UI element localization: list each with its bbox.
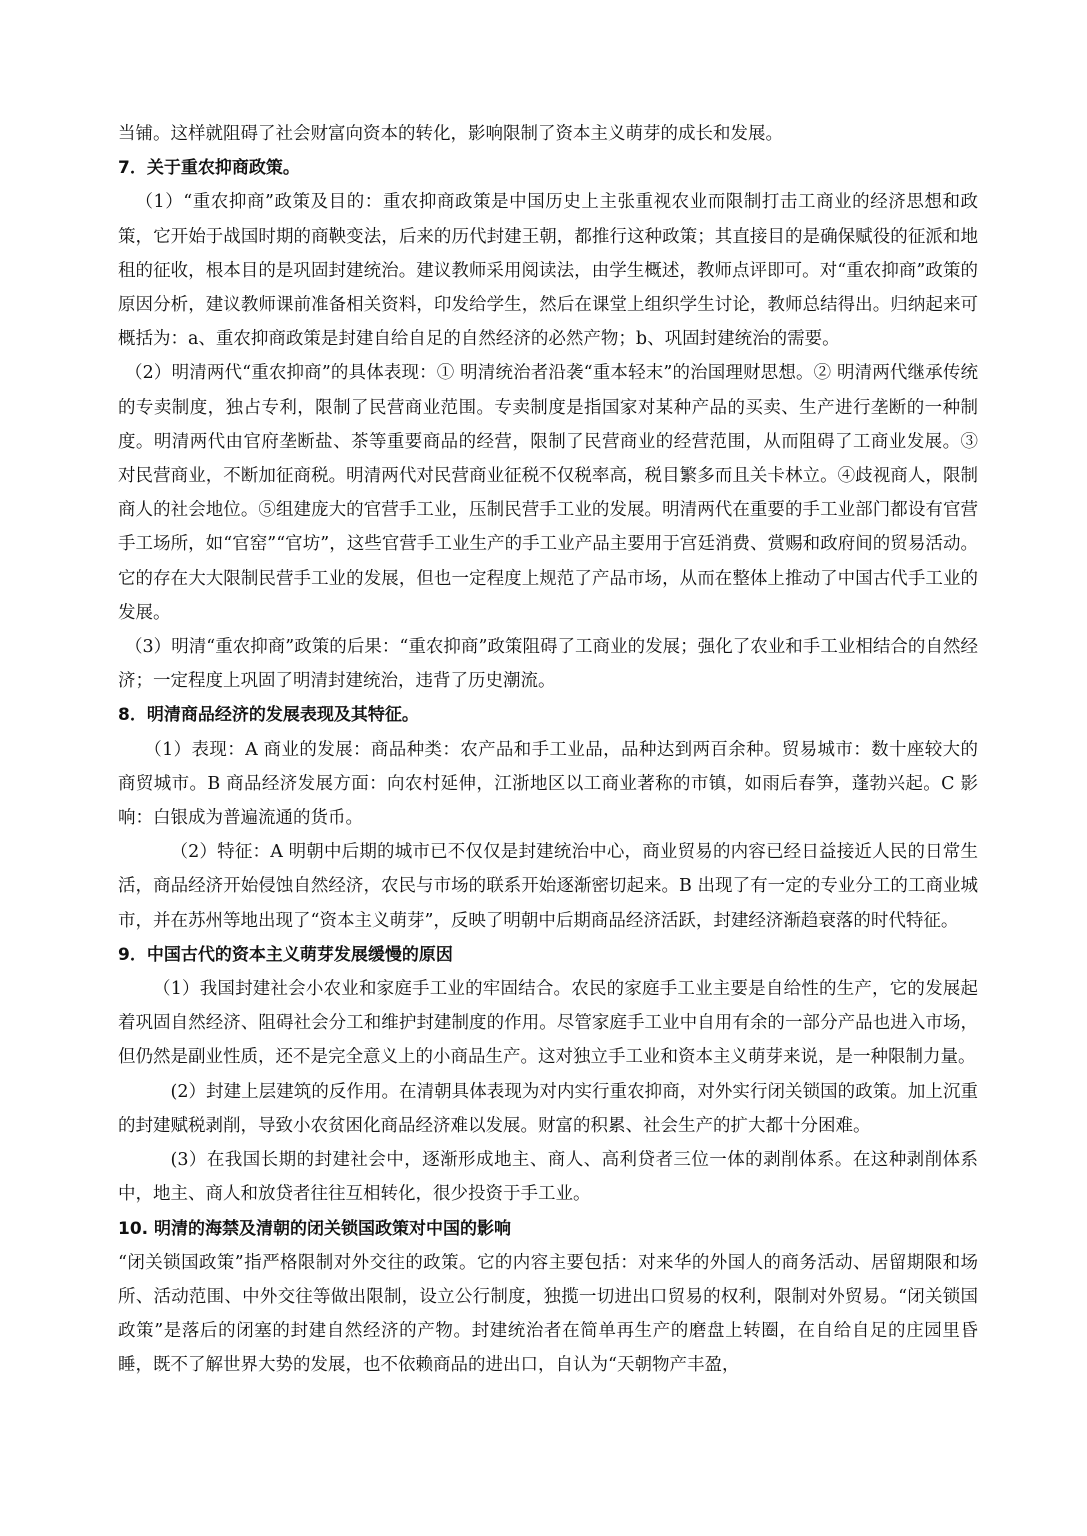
section-heading-8: 8．明清商品经济的发展表现及其特征。	[118, 705, 419, 726]
paragraph-8-1: （1）表现：A 商业的发展：商品种类：农产品和手工业品，品种达到两百余种。贸易城市：数十座较大的商贸城市。B 商品经济发展方面：向农村延伸，江浙地区以工商业著称的市镇，如雨后春笋，蓬勃兴起。C 影响：白银成为普遍流通的货币。	[118, 739, 978, 829]
section-heading-10: 10. 明清的海禁及清朝的闭关锁国政策对中国的影响	[118, 1218, 512, 1239]
paragraph-7-1: （1）“重农抑商”政策及目的：重农抑商政策是中国历史上主张重视农业而限制打击工商业的经济思想和政策，它开始于战国时期的商鞅变法，后来的历代封建王朝，都推行这种政策；其直接目的是确保赋役的征派和地租的征收，根本目的是巩固封建统治。建议教师采用阅读法，由学生概述，教师点评即可。对“重农抑商”政策的原因分析，建议教师课前准备相关资料，印发给学生，然后在课堂上组织学生讨论，教师总结得出。归纳起来可概括为：a、重农抑商政策是封建自给自足的自然经济的必然产物；b、巩固封建统治的需要。	[118, 192, 978, 350]
paragraph-continuation: 当铺。这样就阻碍了社会财富向资本的转化，影响限制了资本主义萌芽的成长和发展。	[118, 124, 783, 144]
paragraph-9-3: (3）在我国长期的封建社会中，逐渐形成地主、商人、高利贷者三位一体的剥削体系。在这种剥削体系中，地主、商人和放贷者往往互相转化，很少投资于手工业。	[118, 1150, 978, 1205]
paragraph-7-3: （3）明清“重农抑商”政策的后果：“重农抑商”政策阻碍了工商业的发展；强化了农业和手工业相结合的自然经济；一定程度上巩固了明清封建统治，违背了历史潮流。	[118, 637, 978, 692]
section-heading-7: 7．关于重农抑商政策。	[118, 158, 300, 179]
section-heading-9: 9．中国古代的资本主义萌芽发展缓慢的原因	[118, 944, 453, 965]
paragraph-7-2: （2）明清两代“重农抑商”的具体表现：① 明清统治者沿袭“重本轻末”的治国理财思想。② 明清两代继承传统的专卖制度，独占专利，限制了民营商业范围。专卖制度是指国家对某种产品的买卖、生产进行垄断的一种制度。明清两代由官府垄断盐、茶等重要商品的经营，限制了民营商业的经营范围，从而阻碍了工商业发展。③ 对民营商业，不断加征商税。明清两代对民营商业征税不仅税率高，税目繁多而且关卡林立。④歧视商人，限制商人的社会地位。⑤组建庞大的官营手工业，压制民营手工业的发展。明清两代在重要的手工业部门都设有官营手工场所，如“官窑”“官坊”，这些官营手工业生产的手工业产品主要用于宫廷消费、赏赐和政府间的贸易活动。它的存在大大限制民营手工业的发展，但也一定程度上规范了产品市场，从而在整体上推动了中国古代手工业的发展。	[118, 363, 978, 623]
paragraph-9-1: （1）我国封建社会小农业和家庭手工业的牢固结合。农民的家庭手工业主要是自给性的生产，它的发展起着巩固自然经济、阻碍社会分工和维护封建制度的作用。尽管家庭手工业中自用有余的一部分产品也进入市场，但仍然是副业性质，还不是完全意义上的小商品生产。这对独立手工业和资本主义萌芽来说，是一种限制力量。	[118, 979, 978, 1068]
paragraph-9-2: (2）封建上层建筑的反作用。在清朝具体表现为对内实行重农抑商，对外实行闭关锁国的政策。加上沉重的封建赋税剥削，导致小农贫困化商品经济难以发展。财富的积累、社会生产的扩大都十分困难。	[118, 1081, 978, 1136]
paragraph-8-2: （2）特征：A 明朝中后期的城市已不仅仅是封建统治中心，商业贸易的内容已经日益接近人民的日常生活，商品经济开始侵蚀自然经济，农民与市场的联系开始逐渐密切起来。B 出现了有一定的专业分工的工商业城市，并在苏州等地出现了“资本主义萌芽”，反映了明朝中后期商品经济活跃，封建经济渐趋衰落的时代特征。	[118, 842, 978, 931]
paragraph-10-1: “闭关锁国政策”指严格限制对外交往的政策。它的内容主要包括：对来华的外国人的商务活动、居留期限和场所、活动范围、中外交往等做出限制，设立公行制度，独揽一切进出口贸易的权利，限制对外贸易。“闭关锁国政策”是落后的闭塞的封建自然经济的产物。封建统治者在简单再生产的磨盘上转圈，在自给自足的庄园里昏睡，既不了解世界大势的发展，也不依赖商品的进出口，自认为“天朝物产丰盈，	[118, 1252, 978, 1376]
document-page	[118, 117, 978, 1383]
